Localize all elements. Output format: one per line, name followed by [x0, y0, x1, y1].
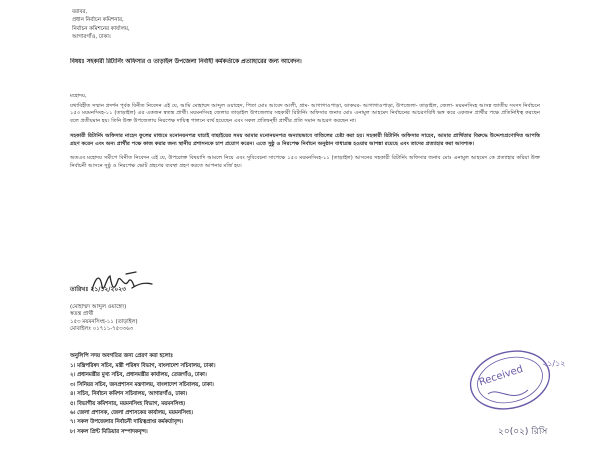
salutation: মহোদয়,	[70, 93, 87, 99]
stamp-text: Received	[477, 363, 525, 389]
address-line: আগারগাঁও, ঢাকা।	[72, 34, 111, 41]
subject-line: বিষয়ঃ সহকারী রিটার্নিং অফিসার ও তাড়াইল উপজেলা নির্বাহী কর্মকর্তাকে প্রত্যাহারের জন্য আবেদন।	[70, 59, 302, 65]
cc-item: ৭। সকল উপজেলার নির্বাচনী দায়িত্বপ্রাপ্ত কর্মকর্তাবৃন্দ।	[70, 419, 183, 426]
cc-item: ৪। সচিব, নির্বাচন কমিশন সচিবালয়, আগারগাঁও, ঢাকা।	[70, 391, 187, 398]
stamp-note: ২১/১২	[542, 359, 566, 368]
signer-name: (মোহাম্মদ আব্দুল ওয়াহেদ)	[70, 304, 127, 310]
signer-block	[70, 304, 138, 334]
address-line: নির্বাচন কমিশনের কার্যালয়,	[72, 25, 130, 32]
signer-mobile: মোবাইলঃ ০১৭১১-৭৫৩৩৬৩	[70, 326, 134, 333]
cc-item: ১। মন্ত্রিপরিষদ সচিব, মন্ত্রী পরিষদ বিভাগ, বাংলাদেশ সচিবালয়, ঢাকা।	[70, 363, 216, 369]
body-paragraph-1: যথাবিহীত সম্মান প্রদর্শন পূর্বক বিনীত নিবেদন এই যে, আমি মোহাম্মদ আব্দুল ওয়াহেদ, পিতা মোঃ আবেদ আলী, গ্রাম- আগাগাওপাড়া, ডাকঘর- আগাগাওপাড়া, উপজেলা- তাড়াইল, জেলা- ময়মনসিংহ আসন্ন জাতীয় সংসদ নির্বাচনে ১৫৩ ময়মনসিংহ-১১ (তাড়াইল) এর একজন স্বতন্ত্র প্রার্থী। ময়মনসিংহ জেলার তাড়াইল উপজেলার সহকারী রিটার্নিং অফিসার জনাব মোঃ এনামুল আহমেদ নির্বাচনের আচরণবিধি ভঙ্গ করে একজন প্রার্থীর পক্ষে প্রতিনিধিত্ব করছেন বলে প্রতীয়মান হয়। তিনি উক্ত উপজেলায় নিরপেক্ষ দায়িত্ব পালনে ব্যর্থ হয়েছেন এবং সকল প্রতিদ্বন্দ্বী প্রার্থীর প্রতি সমান আচরণ করছেন না।	[70, 102, 540, 125]
cc-item: ৮। সকল প্রিন্ট মিডিয়ার সম্পাদকবৃন্দ।	[70, 428, 148, 435]
body-paragraph-3: অতএব মহোদয় সমীপে বিনীত নিবেদন এই যে, উপরোক্ত বিষয়াদি আমলে নিয়ে এবং সুবিবেচনা সাপেক্ষে ১৫৩ ময়মনসিংহ-১১ (তাড়াইল) আসনের সহকারী রিটার্নিং অফিসার জনাব মোঃ এনামুল আহমেদ কে প্রত্যাহার করিয়া উক্ত নির্বাচনী আসনে সুষ্ঠু ও নিরপেক্ষ ভোট গ্রহণের ব্যবস্থা গ্রহণ করতে আপনার মর্জি হয়।	[70, 155, 540, 169]
letter-body	[70, 93, 540, 178]
address-line: বরাবর,	[72, 9, 88, 15]
received-stamp	[458, 346, 593, 446]
stamp-handwritten-note: ২০(০২) রিসি	[498, 427, 548, 437]
cc-item: ৩। সিনিয়র সচিব, জনপ্রশাসন মন্ত্রণালয়, বাংলাদেশ সচিবালয়, ঢাকা।	[70, 381, 214, 388]
cc-title: অনুলিপি সদয় অবগতির জন্য প্রেরণ করা হলোঃ	[70, 353, 174, 359]
cc-item: ২। প্রধানমন্ত্রীর মুখ্য সচিব, প্রধানমন্ত্রীর কার্যালয়, তেজগাঁও, ঢাকা।	[70, 372, 207, 379]
recipient-address	[72, 8, 130, 42]
cc-item: ৫। বিভাগীয় কমিশনার, ময়মনসিংহ বিভাগ, ময়মনসিংহ।	[70, 400, 186, 407]
letter-date: তারিখঃ ২১/১২/২০২৩	[70, 286, 127, 293]
body-paragraph-2: সহকারী রিটার্নিং অফিসার নাহেদ ফুলের মাধ্যমে মনোনয়নপত্র যাচাই বাছাইয়ের সময় আমার মনোনয়নপত্র অন্যায়ভাবে বাতিলের চেষ্টা করা হয়। সহকারী রিটার্নিং অফিসার সাহেব, আমার প্রার্থিতার বিরুদ্ধে উদ্দেশ্যপ্রণোদিত আপত্তি গ্রহণ করেন এবং অন্য প্রার্থীর পক্ষে কাজ করার জন্য স্থানীয় প্রশাসনকে চাপ প্রয়োগ করেন। এতে সুষ্ঠু ও নিরপেক্ষ নির্বাচন অনুষ্ঠান বাধাগ্রস্ত হওয়ার আশঙ্কা রয়েছে এবং তাদের প্রত্যাহার করা আবশ্যক।	[70, 132, 540, 147]
cc-item: ৬। জেলা প্রশাসক, জেলা প্রশাসকের কার্যালয়, ময়মনসিংহ।	[70, 410, 193, 417]
signer-seat: ১৫৩ ময়মনসিংহ-১১ (তাড়াইল)	[70, 318, 138, 325]
signer-role: স্বতন্ত্র প্রার্থী	[70, 311, 94, 318]
address-line: প্রধান নির্বাচন কমিশনার,	[72, 17, 124, 24]
cc-list	[70, 362, 215, 437]
